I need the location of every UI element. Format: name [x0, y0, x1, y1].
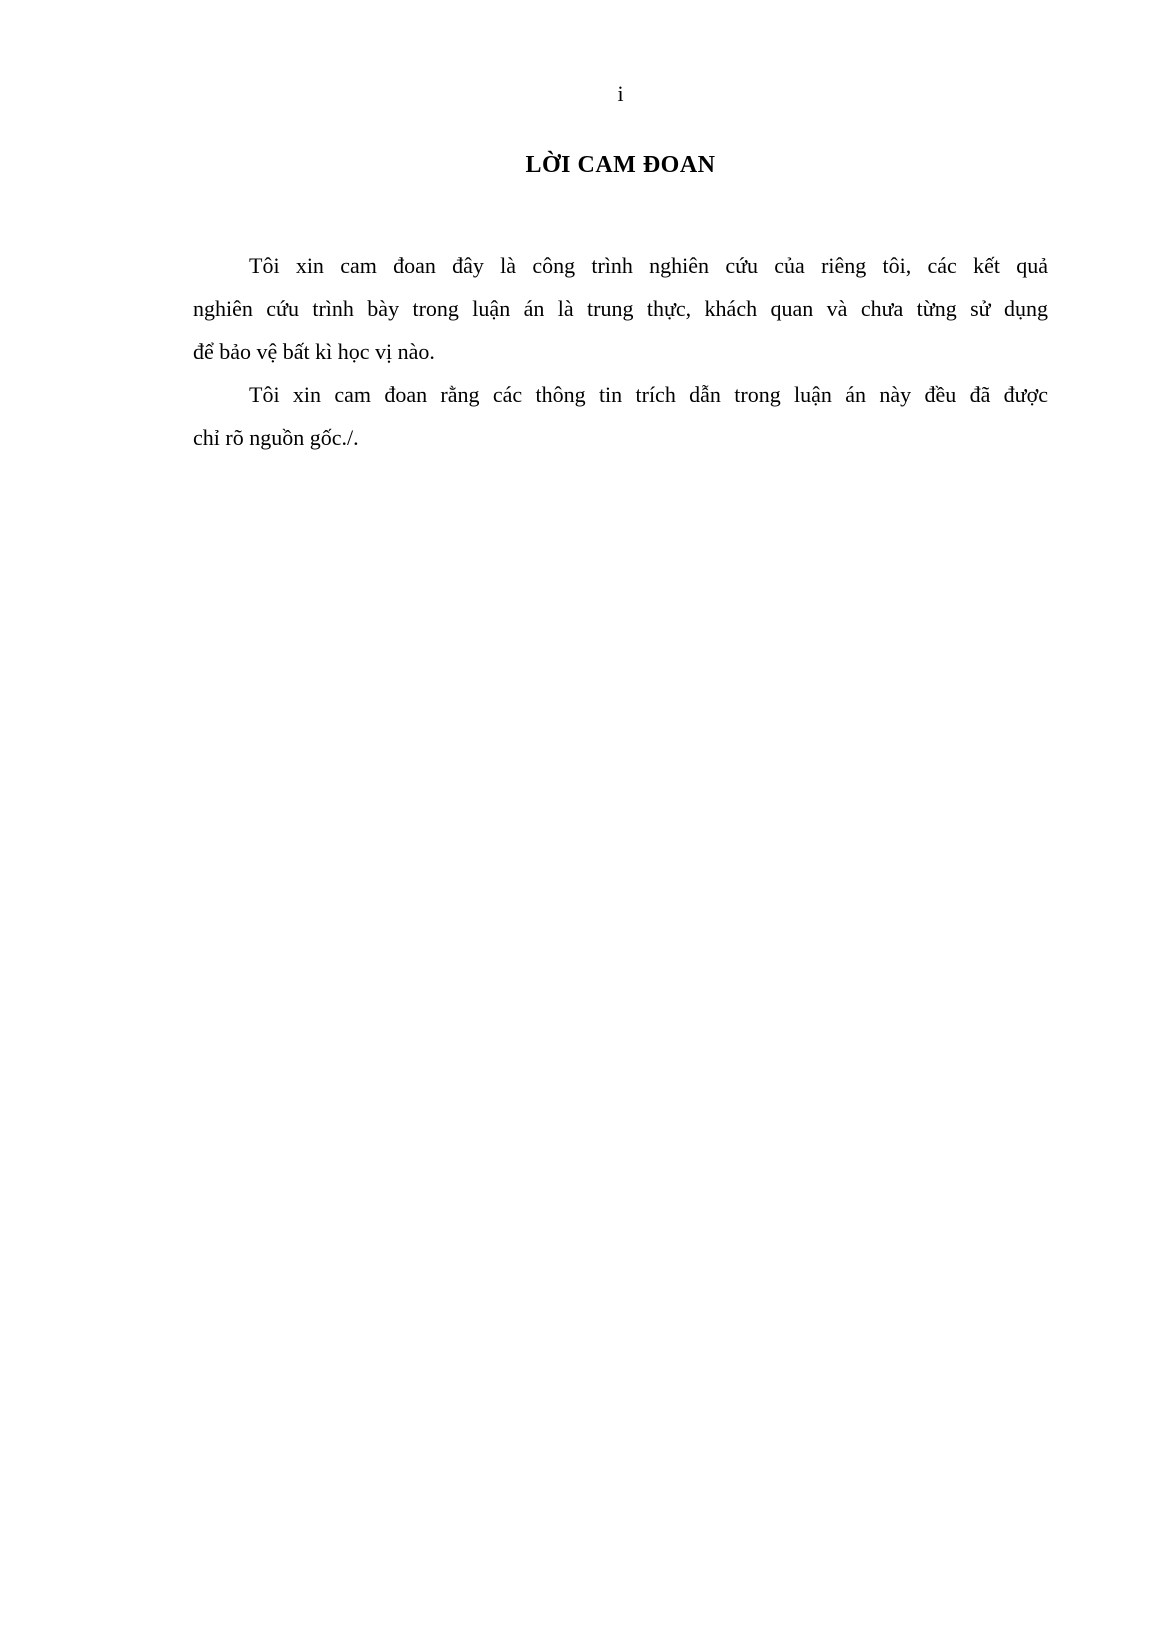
- page-title: LỜI CAM ĐOAN: [525, 152, 716, 178]
- paragraph: [193, 244, 1048, 373]
- page-number: i: [617, 81, 624, 106]
- text-line: nghiên cứu trình bày trong luận án là trung thực, khách quan và chưa từng sử dụng: [193, 296, 1048, 321]
- text-line: để bảo vệ bất kì học vị nào.: [193, 339, 435, 364]
- text-line: chỉ rõ nguồn gốc./.: [193, 425, 359, 450]
- text-line: Tôi xin cam đoan rằng các thông tin trích dẫn trong luận án này đều đã được: [249, 382, 1048, 407]
- page-content: [193, 0, 1048, 459]
- paragraph: [193, 373, 1048, 459]
- paragraphs-container: [193, 244, 1048, 459]
- text-line: Tôi xin cam đoan đây là công trình nghiên cứu của riêng tôi, các kết quả: [249, 253, 1048, 278]
